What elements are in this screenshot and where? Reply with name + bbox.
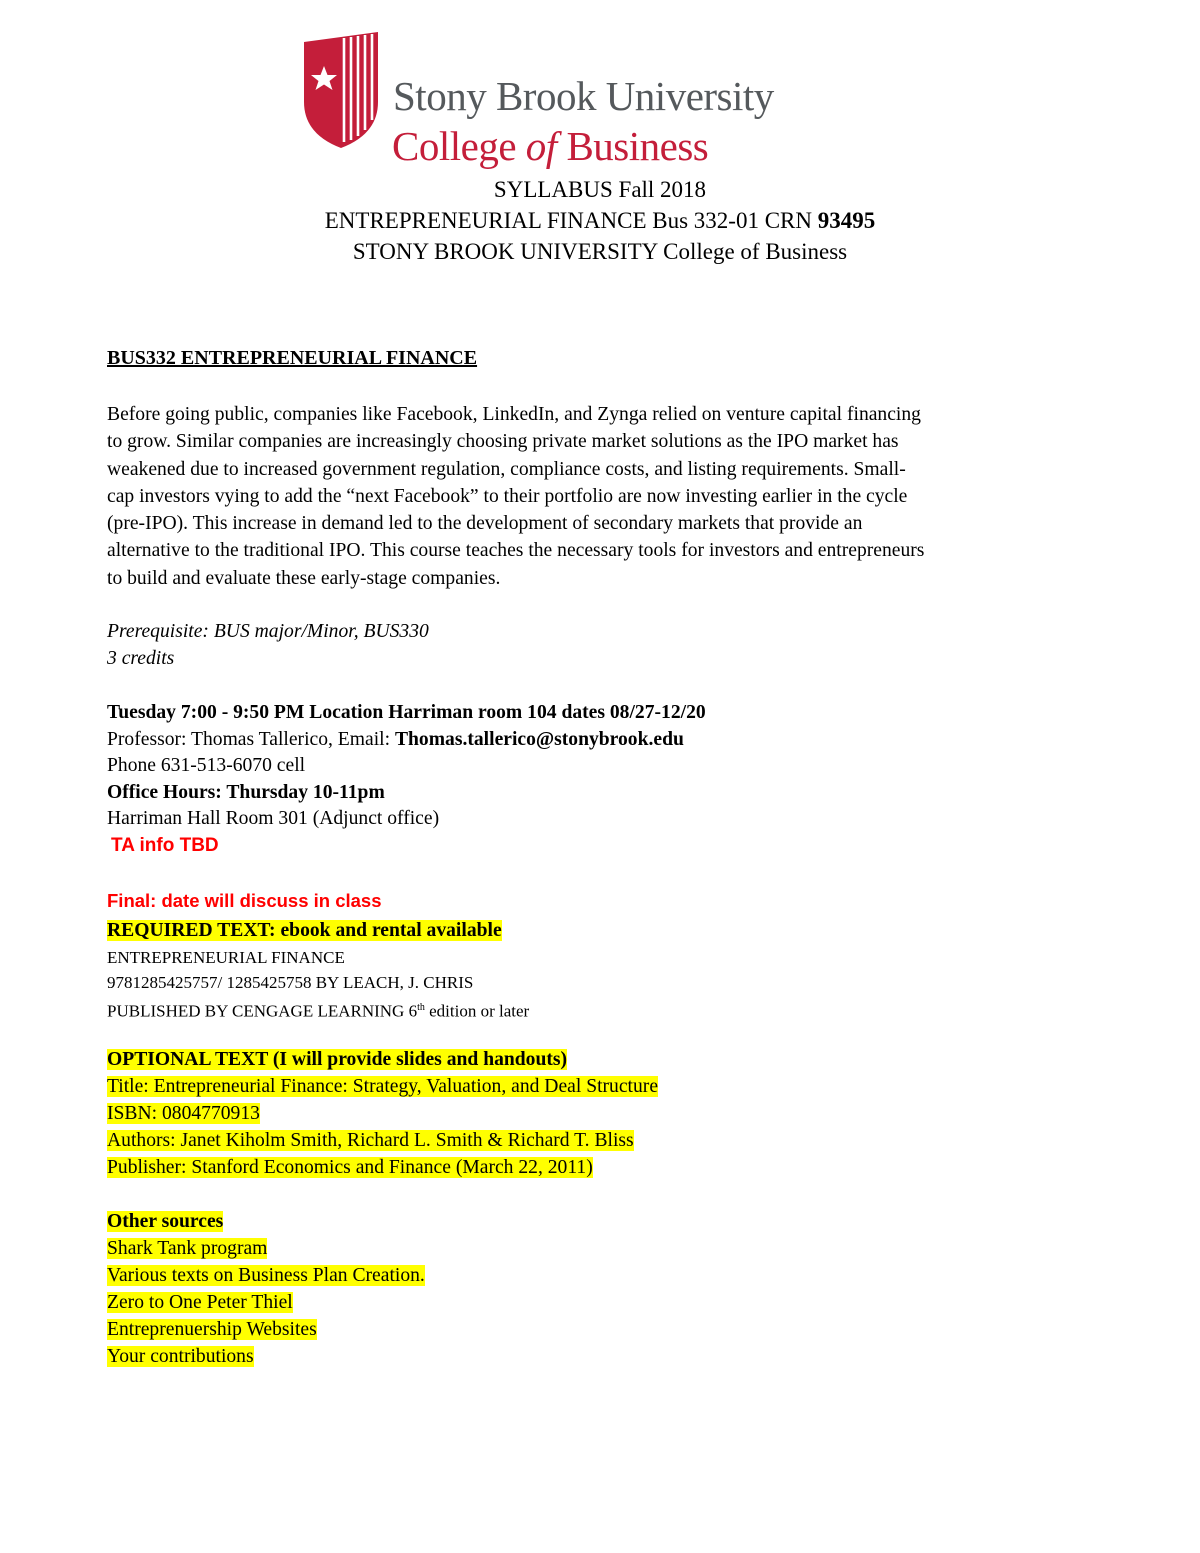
syllabus-header (0, 174, 1200, 267)
required-book-isbn: 9781285425757/ 1285425758 BY LEACH, J. CHRIS (107, 973, 474, 992)
list-item: Zero to One Peter Thiel (107, 1292, 293, 1313)
description-line: weakened due to increased government regulation, compliance costs, and listing requirements. Small- (107, 458, 906, 480)
optional-text-heading: OPTIONAL TEXT (I will provide slides and handouts) (107, 1049, 568, 1070)
institution-line: STONY BROOK UNIVERSITY College of Business (352, 239, 848, 264)
credits-text: 3 credits (107, 648, 175, 669)
course-details (107, 700, 706, 859)
list-item: Shark Tank program (107, 1238, 268, 1259)
optional-book-authors: Authors: Janet Kiholm Smith, Richard L. Smith & Richard T. Bliss (107, 1130, 634, 1151)
required-book-title: ENTREPRENEURIAL FINANCE (107, 948, 345, 967)
shield-star-icon (300, 30, 382, 150)
description-line: (pre-IPO). This increase in demand led to the development of secondary markets that provide an (107, 513, 863, 535)
prerequisite-text: Prerequisite: BUS major/Minor, BUS330 (107, 621, 429, 642)
optional-book-title: Title: Entrepreneurial Finance: Strategy, Valuation, and Deal Structure (107, 1076, 659, 1097)
crn-number: 93495 (817, 208, 876, 233)
schedule-text: Tuesday 7:00 - 9:50 PM Location Harriman room 104 dates 08/27-12/20 (107, 702, 706, 723)
section-title: BUS332 ENTREPRENEURIAL FINANCE (107, 347, 478, 369)
course-title-line: ENTREPRENEURIAL FINANCE Bus 332-01 CRN 93495 (324, 208, 876, 233)
description-line: to build and evaluate these early-stage companies. (107, 567, 501, 589)
list-item: Your contributions (107, 1346, 254, 1367)
final-exam-note: Final: date will discuss in class (107, 890, 382, 911)
description-line: alternative to the traditional IPO. This course teaches the necessary tools for investors and entrepreneurs (107, 540, 925, 562)
phone-text: Phone 631-513-6070 cell (107, 755, 306, 776)
course-description (107, 401, 1097, 592)
required-text-heading: REQUIRED TEXT: ebook and rental available (107, 920, 502, 941)
required-book-publisher: PUBLISHED BY CENGAGE LEARNING 6th edition or later (107, 1001, 530, 1021)
required-text-details (107, 945, 529, 1024)
optional-text-section (107, 1046, 658, 1181)
office-hours-text: Office Hours: Thursday 10-11pm (107, 781, 385, 803)
logo-university-name: Stony Brook University (393, 73, 774, 119)
office-location-text: Harriman Hall Room 301 (Adjunct office) (107, 808, 440, 829)
description-line: cap investors vying to add the “next Facebook” to their portfolio are now investing earlier in the cycle (107, 485, 908, 507)
prerequisites (107, 618, 429, 672)
ta-info-text: TA info TBD (111, 834, 219, 856)
list-item: Various texts on Business Plan Creation. (107, 1265, 425, 1286)
other-sources-section (107, 1208, 425, 1370)
other-sources-heading: Other sources (107, 1211, 224, 1232)
list-item: Entreprenuership Websites (107, 1319, 317, 1340)
syllabus-term: SYLLABUS Fall 2018 (493, 177, 707, 202)
optional-book-isbn: ISBN: 0804770913 (107, 1103, 260, 1124)
university-logo (300, 28, 860, 169)
description-line: to grow. Similar companies are increasingly choosing private market solutions as the IPO market has (107, 431, 899, 453)
professor-line: Professor: Thomas Tallerico, Email: Thomas.tallerico@stonybrook.edu (107, 728, 684, 750)
logo-college-name: College of Business (392, 123, 709, 169)
professor-email-link[interactable]: Thomas.tallerico@stonybrook.edu (394, 728, 684, 750)
description-line: Before going public, companies like Facebook, LinkedIn, and Zynga relied on venture capital financing (107, 404, 921, 425)
optional-book-publisher: Publisher: Stanford Economics and Finance (March 22, 2011) (107, 1157, 593, 1178)
